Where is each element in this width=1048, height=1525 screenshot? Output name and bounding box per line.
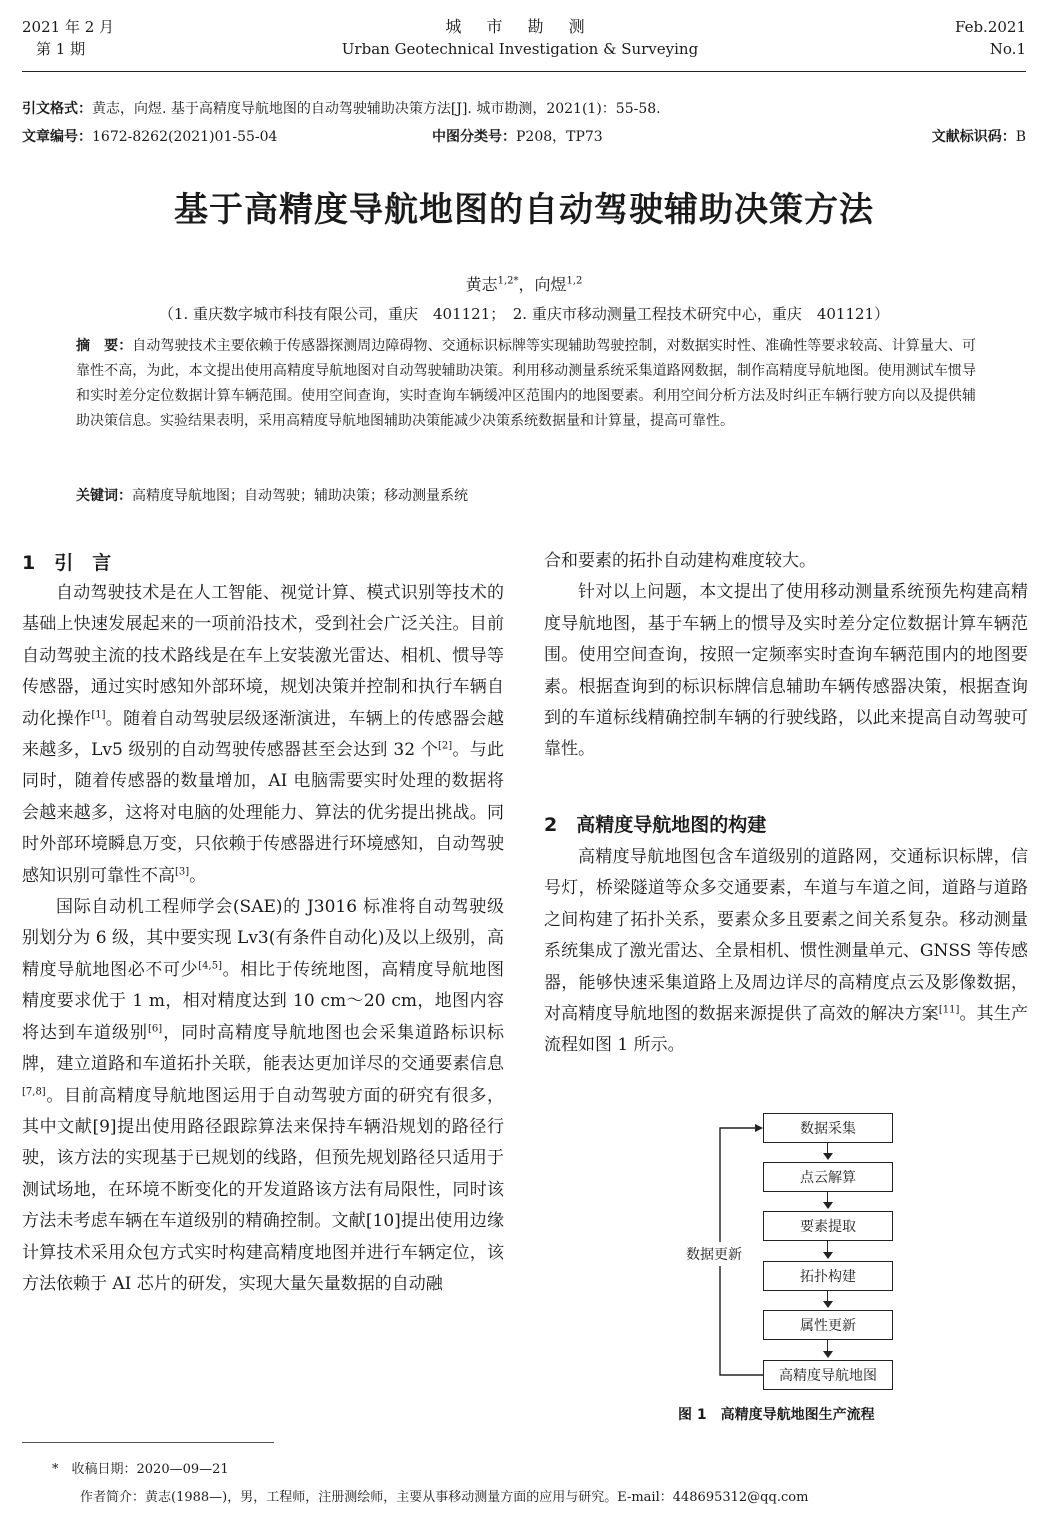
- clc-label: 中图分类号：: [432, 129, 516, 145]
- author-1-affil: 1,2*: [497, 275, 519, 287]
- header-rule: [22, 71, 1026, 72]
- abstract: [76, 334, 976, 434]
- flow-arrowhead-5: [823, 1351, 833, 1358]
- ref-1: [1]: [91, 708, 106, 720]
- document-code-value: B: [1015, 129, 1026, 145]
- flow-step-4: 拓扑构建: [763, 1261, 893, 1291]
- section-2-heading: 2 高精度导航地图的构建: [544, 814, 767, 836]
- journal-name-en: Urban Geotechnical Investigation & Surveying: [341, 40, 699, 58]
- right-column-bottom: [544, 842, 1028, 1062]
- flow-arrowhead-2: [823, 1202, 833, 1209]
- header-issue-line: 第 1 期: [36, 40, 86, 58]
- flow-step-1: 数据采集: [763, 1113, 893, 1143]
- author-1: 黄志: [465, 275, 498, 294]
- author-separator: ，: [518, 275, 535, 294]
- right-column-top: [544, 546, 1028, 766]
- sec1-p2-text-d: 。目前高精度导航地图运用于自动驾驶方面的研究有很多，其中文献[9]提出使用路径跟踪算法来保持车辆沿规划的路径行驶，该方法的实现基于已规划的线路，但预先规划路径只适用于测试场地，在环境不断变化的开发道路该方法有局限性，同时该方法未考虑车辆在车道级别的精确控制。文献[10]提出使用边缘计算技术采用众包方式实时构建高精度地图并进行车辆定位，该方法依赖于 AI 芯片的研发，实现大量矢量数据的自动融: [22, 1085, 504, 1294]
- sec1-p1-text-d: 。: [189, 865, 207, 886]
- author-2: 向煜: [534, 275, 567, 294]
- citation-line: [22, 96, 1026, 122]
- citation-text: 黄志，向煜. 基于高精度导航地图的自动驾驶辅助决策方法[J]. 城市勘测，2021(1)：55-58.: [92, 101, 661, 117]
- ref-4-5: [4,5]: [198, 960, 222, 972]
- keywords-text: 高精度导航地图；自动驾驶；辅助决策；移动测量系统: [132, 488, 468, 504]
- sec1-p2-text-c: ，同时高精度导航地图也会采集道路标识标牌，建立道路和车道拓扑关联，能表达更加详尽的交通要素信息: [22, 1022, 505, 1075]
- flow-step-2: 点云解算: [763, 1162, 893, 1192]
- figure-number: 图 1: [678, 1407, 707, 1423]
- header-month-en: Feb.2021: [954, 18, 1026, 36]
- keywords-label: 关键词：: [76, 488, 132, 504]
- paper-title: 基于高精度导航地图的自动驾驶辅助决策方法: [174, 190, 874, 230]
- author-2-affil: 1,2: [566, 275, 583, 287]
- affiliations: （1. 重庆数字城市科技有限公司，重庆 401121； 2. 重庆市移动测量工程技术研究中心，重庆 401121）: [158, 305, 890, 323]
- figure-title: 高精度导航地图生产流程: [720, 1407, 875, 1423]
- ref-3: [3]: [175, 866, 190, 877]
- sec2-p1-text-a: 高精度导航地图包含车道级别的道路网，交通标识标牌，信号灯，桥梁隧道等众多交通要素，车道与车道之间，道路与道路之间构建了拓扑关系，要素众多且要素之间关系复杂。移动测量系统集成了激光雷达、全景相机、惯性测量单元、GNSS 等传感器，能够快速采集道路上及周边详尽的高精度点云及影像数据，对高精度导航地图的数据来源提供了高效的解决方案: [544, 847, 1028, 1025]
- article-number: [22, 124, 277, 150]
- feedback-label: 数据更新: [686, 1242, 742, 1266]
- sec1-p2-text-b: 。相比于传统地图，高精度导航地图精度要求优于 1 m，相对精度达到 10 cm～20 cm，地图内容将达到车道级别: [22, 959, 505, 1043]
- flow-step-5: 属性更新: [763, 1310, 893, 1340]
- flow-arrow-4: [827, 1291, 828, 1301]
- flow-arrowhead-3: [823, 1252, 833, 1259]
- header-issue: [955, 16, 1026, 60]
- keywords: [76, 484, 976, 509]
- sec1-paragraph-3: 针对以上问题，本文提出了使用移动测量系统预先构建高精度导航地图，基于车辆上的惯导及实时差分定位数据计算车辆范围。使用空间查询，按照一定频率实时查询车辆范围内的地图要素。根据查询到的标识标牌信息辅助车辆传感器决策，根据查询到的车道标线精确控制车辆的行驶线路，以此来提高自动驾驶可靠性。: [544, 582, 1028, 760]
- section-1-heading: 1 引 言: [22, 552, 112, 574]
- received-date: 收稿日期：2020—09—21: [71, 1462, 229, 1477]
- clc-number: [432, 124, 603, 150]
- author-bio-note: 作者简介：黄志(1988—)，男，工程师，注册测绘师，主要从事移动测量方面的应用与研究。E-mail：448695312@qq.com: [80, 1490, 809, 1505]
- ref-2: [2]: [437, 740, 453, 752]
- received-date-note: [52, 1457, 229, 1483]
- document-code-label: 文献标识码：: [931, 129, 1016, 145]
- footnote-mark: *: [52, 1462, 59, 1477]
- feedback-arrowhead: [755, 1124, 763, 1132]
- sec1-p1-text-c: 。与此同时，随着传感器的数量增加，AI 电脑需要实时处理的数据将会越来越多，这将对电脑的处理能力、算法的优劣提出挑战。同时外部环境瞬息万变，只依赖于传感器进行环境感知，自动驾驶感知识别可靠性不高: [22, 740, 504, 886]
- flow-arrow-1: [827, 1143, 828, 1153]
- article-number-value: 1672-8262(2021)01-55-04: [92, 129, 278, 145]
- header-date-line: 2021 年 2 月: [22, 18, 115, 36]
- article-number-label: 文章编号：: [22, 129, 92, 145]
- flow-arrow-5: [827, 1340, 828, 1351]
- ref-6: [6]: [147, 1023, 163, 1035]
- left-column: [22, 578, 504, 1300]
- sec1-p2-text-a: 国际自动机工程师学会(SAE)的 J3016 标准将自动驾驶级别划分为 6 级，其中要实现 Lv3(有条件自动化)及以上级别，高精度导航地图必不可少: [22, 897, 504, 980]
- flow-arrowhead-4: [823, 1301, 833, 1308]
- flow-arrow-2: [827, 1192, 828, 1202]
- abstract-text: 自动驾驶技术主要依赖于传感器探测周边障碍物、交通标识标牌等实现辅助驾驶控制，对数据实时性、准确性等要求较高、计算量大、可靠性不高，为此，本文提出使用高精度导航地图对自动驾驶辅助决策。利用移动测量系统采集道路网数据，制作高精度导航地图。使用测试车惯导和实时差分定位数据计算车辆范围。使用空间查询，实时查询车辆缓冲区范围内的地图要素。利用空间分析方法及时纠正车辆行驶方向以及提供辅助决策信息。实验结果表明，采用高精度导航地图辅助决策能减少决策系统数据量和计算量，提高可靠性。: [76, 338, 977, 429]
- sec1-paragraph-1: [22, 578, 504, 892]
- sec1-p1-text-a: 自动驾驶技术是在人工智能、视觉计算、模式识别等技术的基础上快速发展起来的一项前沿技术，受到社会广泛关注。目前自动驾驶主流的技术路线是在车上安装激光雷达、相机、惯导等传感器，通过实时感知外部环境，规划决策并控制和执行车辆自动化操作: [22, 583, 504, 729]
- flow-arrow-3: [827, 1241, 828, 1252]
- sec2-p1-text-b: 。其生产流程如图 1 所示。: [544, 1004, 1029, 1056]
- sec2-paragraph-1: [544, 842, 1028, 1062]
- sec1-p1-text-b: 。随着自动驾驶层级逐渐演进，车辆上的传感器会越来越多，Lv5 级别的自动驾驶传感器甚至会达到 32 个: [22, 708, 505, 761]
- sec1-paragraph-continued: 合和要素的拓扑自动建构难度较大。: [544, 551, 816, 571]
- footnote-rule: [22, 1442, 274, 1443]
- header-date: [22, 16, 114, 60]
- journal-header: [300, 16, 740, 60]
- document-code: [932, 124, 1026, 150]
- header-number-en: No.1: [989, 40, 1026, 58]
- citation-label: 引文格式：: [22, 101, 92, 117]
- author-line: [0, 272, 1048, 295]
- flow-arrowhead-1: [823, 1153, 833, 1160]
- journal-name-cn: 城 市 勘 测: [445, 17, 595, 36]
- ref-11: [11]: [938, 1004, 960, 1016]
- clc-value: P208，TP73: [516, 129, 603, 145]
- ref-7-8: [7,8]: [22, 1085, 46, 1097]
- sec1-paragraph-2: [22, 892, 504, 1300]
- abstract-label: 摘 要：: [76, 338, 133, 354]
- flow-step-3: 要素提取: [763, 1211, 893, 1241]
- flow-step-6: 高精度导航地图: [763, 1360, 893, 1390]
- figure-caption: [678, 1404, 875, 1424]
